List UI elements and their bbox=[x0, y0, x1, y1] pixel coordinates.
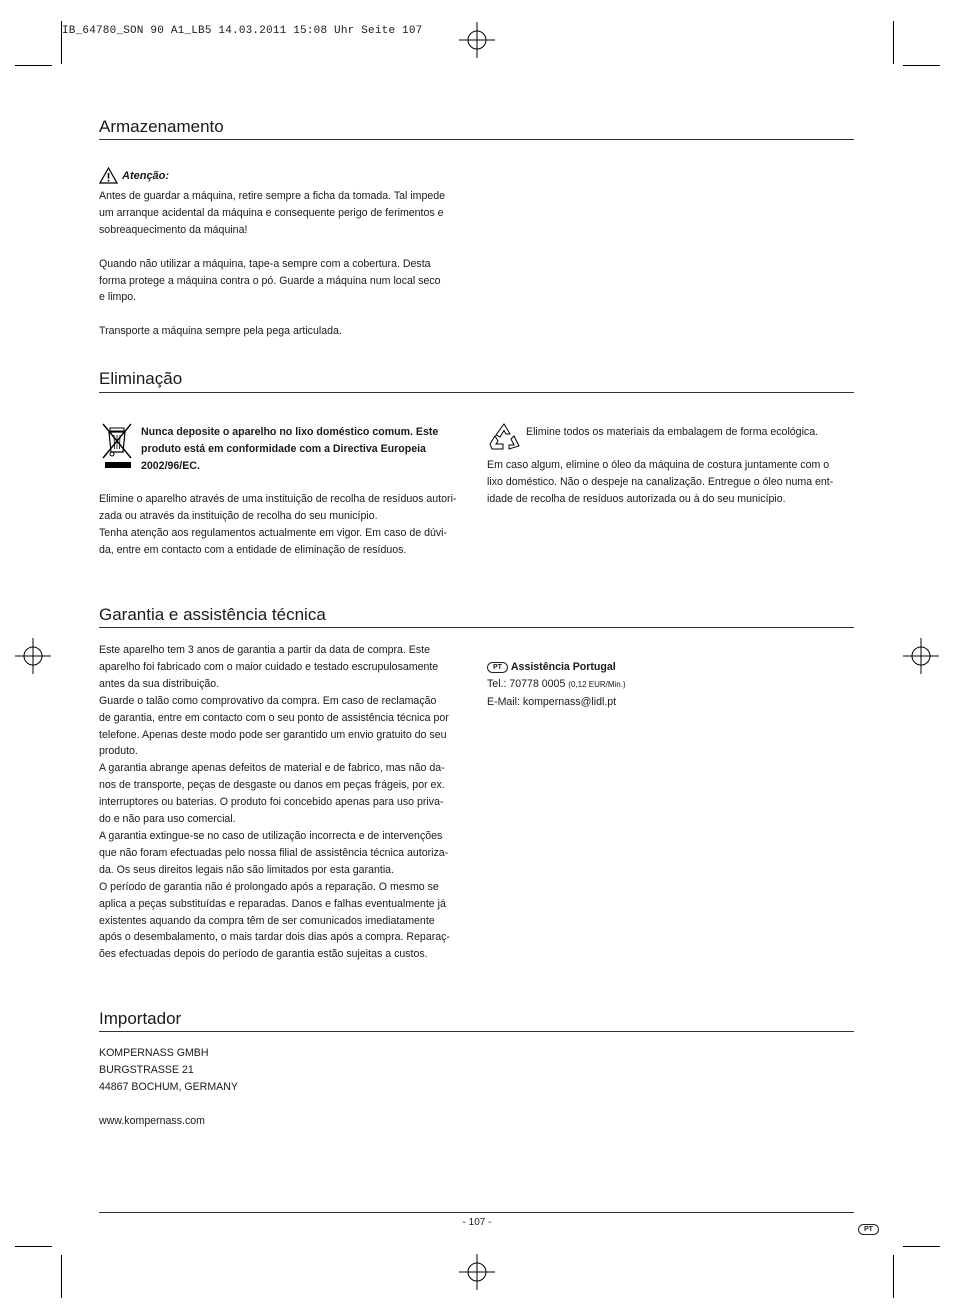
text-line: e limpo. bbox=[99, 291, 137, 304]
crop-mark bbox=[61, 21, 62, 64]
service-contact bbox=[487, 659, 857, 711]
page-number: - 107 - bbox=[462, 1217, 492, 1228]
crop-mark bbox=[903, 1246, 940, 1247]
text-line bbox=[99, 306, 479, 323]
text-line: Tenha atenção aos regulamentos actualmente em vigor. Em caso de dúvi- bbox=[99, 526, 448, 539]
section-divider bbox=[99, 139, 854, 140]
section-divider bbox=[99, 392, 854, 393]
text-line: O período de garantia não é prolongado após a reparação. O mesmo se bbox=[99, 880, 439, 893]
text-line: produto. bbox=[99, 745, 138, 758]
country-badge: PT bbox=[487, 662, 508, 673]
crop-mark bbox=[61, 1255, 62, 1298]
crossed-out-bin-icon bbox=[101, 421, 133, 471]
text-line: telefone. Apenas deste modo pode ser garantido um envio gratuito do seu bbox=[99, 728, 447, 741]
warranty-heading: Garantia e assistência técnica bbox=[99, 605, 326, 624]
service-phone: Tel.: 70778 0005 bbox=[487, 677, 566, 690]
text-line: 44867 BOCHUM, GERMANY bbox=[99, 1080, 238, 1093]
service-title-line bbox=[487, 659, 857, 676]
text-line: interruptores ou baterias. O produto foi concebido apenas para uso priva- bbox=[99, 796, 444, 809]
disposal-heading: Eliminação bbox=[99, 369, 183, 388]
text-line: Este aparelho tem 3 anos de garantia a partir da data de compra. Este bbox=[99, 644, 430, 656]
text-line: KOMPERNASS GMBH bbox=[99, 1047, 209, 1059]
text-line: Em caso algum, elimine o óleo da máquina de costura juntamente com o bbox=[487, 459, 830, 471]
text-line: A garantia extingue-se no caso de utilização incorrecta e de intervenções bbox=[99, 829, 443, 842]
footer-divider bbox=[99, 1212, 854, 1213]
importer-website: www.kompernass.com bbox=[99, 1114, 205, 1127]
registration-mark-icon bbox=[903, 638, 939, 674]
crop-mark bbox=[903, 65, 940, 66]
text-line: Quando não utilizar a máquina, tape-a sempre com a cobertura. Desta bbox=[99, 257, 431, 270]
text-line: aplica a peças substituídas e reparadas. Danos e falhas eventualmente já bbox=[99, 897, 446, 910]
text-line bbox=[99, 1096, 479, 1113]
text-line: idade de recolha de resíduos autorizada ou à do seu município. bbox=[487, 492, 786, 505]
service-phone-line bbox=[487, 676, 857, 694]
warning-label: Atenção: bbox=[122, 170, 170, 182]
text-line: Elimine o aparelho através de uma instituição de recolha de resíduos autori- bbox=[99, 493, 457, 505]
storage-heading: Armazenamento bbox=[99, 117, 224, 136]
warning-triangle-icon bbox=[99, 167, 118, 184]
disposal-right-body bbox=[487, 457, 857, 508]
service-title: Assistência Portugal bbox=[510, 661, 616, 673]
section-divider bbox=[99, 1031, 854, 1032]
text-line: lixo doméstico. Não o despeje na canalização. Entregue o óleo numa ent- bbox=[487, 475, 834, 488]
text-line: Nunca deposite o aparelho no lixo doméstico comum. Este bbox=[141, 426, 439, 438]
registration-mark-icon bbox=[15, 638, 51, 674]
text-line: ões efectuadas depois do período de garantia estão sujeitas a custos. bbox=[99, 948, 428, 961]
service-email: E-Mail: kompernass@lidl.pt bbox=[487, 695, 617, 708]
text-line: forma protege a máquina contra o pó. Guarde a máquina num local seco bbox=[99, 274, 441, 287]
print-slug: IB_64780_SON 90 A1_LB5 14.03.2011 15:08 Uhr Seite 107 bbox=[62, 25, 423, 37]
text-line: zada ou através da instituição de recolha do seu município. bbox=[99, 509, 378, 522]
importer-heading: Importador bbox=[99, 1009, 182, 1028]
warranty-body bbox=[99, 642, 479, 963]
text-line: aparelho foi fabricado com o maior cuidado e testado escrupulosamente bbox=[99, 660, 439, 673]
text-line: um arranque acidental da máquina e consequente perigo de ferimentos e bbox=[99, 206, 444, 219]
service-phone-rate: (0,12 EUR/Min.) bbox=[568, 679, 626, 689]
text-line: produto está em conformidade com a Directiva Europeia bbox=[141, 442, 426, 455]
text-line: 2002/96/EC. bbox=[141, 459, 200, 472]
registration-mark-icon bbox=[459, 22, 495, 58]
text-line: após o desembalamento, o mais tardar dois dias após a compra. Reparaç- bbox=[99, 931, 450, 944]
text-line bbox=[99, 239, 479, 256]
section-divider bbox=[99, 627, 854, 628]
text-line: existentes aquando da compra têm de ser comunicados imediatamente bbox=[99, 914, 435, 927]
crop-mark bbox=[15, 65, 52, 66]
crop-mark bbox=[15, 1246, 52, 1247]
registration-mark-icon bbox=[459, 1254, 495, 1290]
text-line: Guarde o talão como comprovativo da compra. Em caso de reclamação bbox=[99, 694, 437, 707]
recycle-icon bbox=[487, 422, 521, 452]
storage-body bbox=[99, 188, 479, 340]
crop-mark bbox=[893, 21, 894, 64]
text-line: Antes de guardar a máquina, retire sempre a ficha da tomada. Tal impede bbox=[99, 190, 446, 202]
text-line: A garantia abrange apenas defeitos de material e de fabrico, mas não da- bbox=[99, 762, 445, 775]
disposal-left-body bbox=[99, 491, 479, 559]
weee-notice bbox=[141, 424, 471, 475]
importer-address bbox=[99, 1045, 479, 1130]
language-badge: PT bbox=[858, 1224, 879, 1235]
text-line: da. Os seus direitos legais não são limitados por esta garantia. bbox=[99, 863, 395, 876]
text-line: da, entre em contacto com a entidade de eliminação de resíduos. bbox=[99, 543, 407, 556]
text-line: BURGSTRASSE 21 bbox=[99, 1063, 194, 1076]
footer-lang-badge-wrap bbox=[858, 1219, 879, 1237]
recycle-notice: Elimine todos os materiais da embalagem de forma ecológica. bbox=[526, 426, 819, 438]
text-line: sobreaquecimento da máquina! bbox=[99, 223, 248, 236]
text-line: que não foram efectuadas pelo nossa filial de assistência técnica autoriza- bbox=[99, 846, 449, 859]
text-line: nos de transporte, peças de desgaste ou danos em peças frágeis, por ex. bbox=[99, 779, 445, 792]
text-line: Transporte a máquina sempre pela pega articulada. bbox=[99, 325, 342, 338]
crop-mark bbox=[893, 1255, 894, 1298]
text-line: de garantia, entre em contacto com o seu ponto de assistência técnica por bbox=[99, 711, 449, 724]
text-line: antes da sua distribuição. bbox=[99, 677, 220, 690]
text-line: do e não para uso comercial. bbox=[99, 813, 236, 826]
